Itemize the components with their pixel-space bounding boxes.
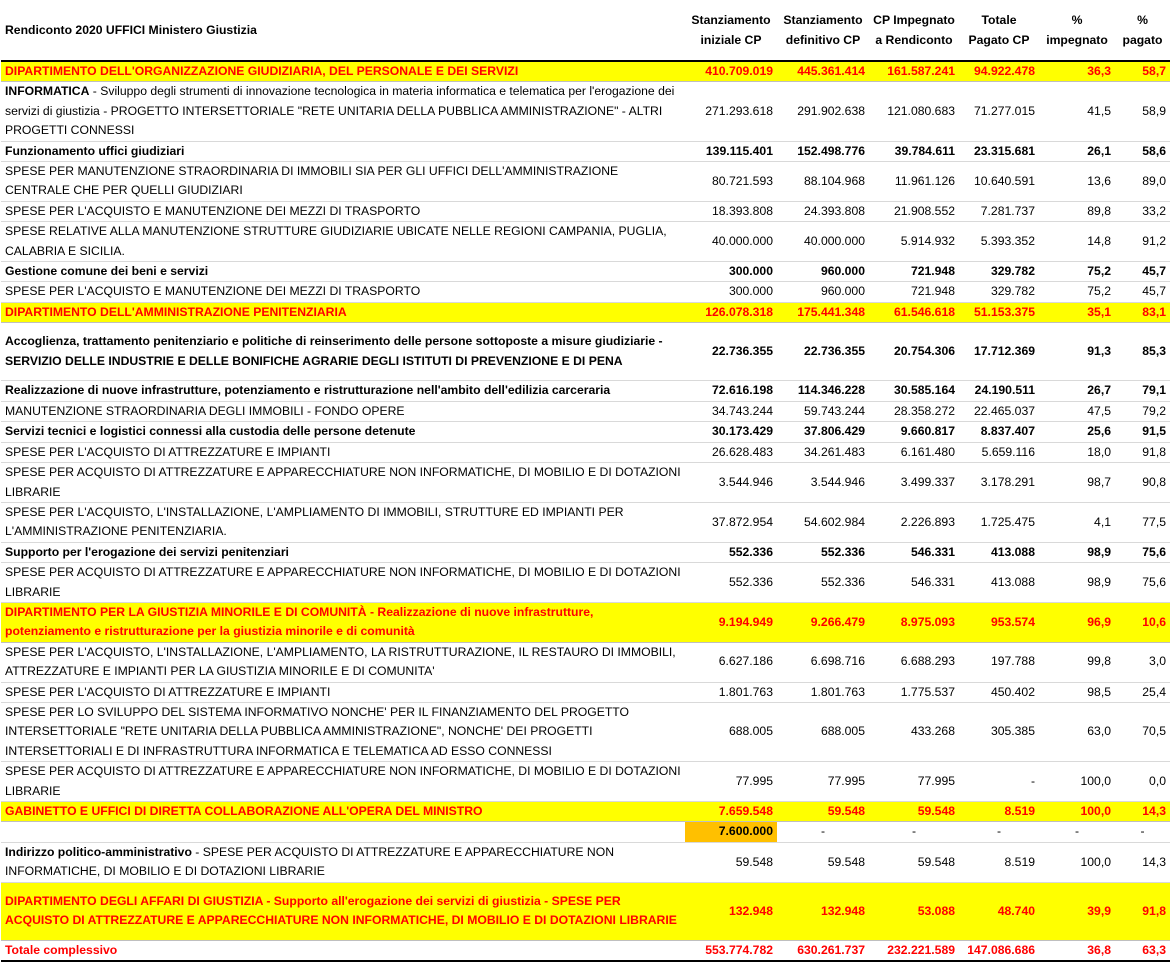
table-row — [1, 762, 1170, 802]
row-description: SPESE PER L'ACQUISTO DI ATTREZZATURE E IMPIANTI — [1, 442, 685, 462]
header-perc-impegnato: % impegnato — [1039, 0, 1115, 61]
stanziamento-definitivo-cell: - — [777, 822, 869, 842]
pagato-cell: 51.153.375 — [959, 302, 1039, 322]
stanziamento-iniziale-cell: 59.548 — [685, 842, 777, 882]
perc-impegnato-cell: 89,8 — [1039, 201, 1115, 221]
perc-pagato-cell: 79,1 — [1115, 381, 1170, 401]
stanziamento-definitivo-cell: 59.548 — [777, 802, 869, 822]
impegnato-cell: 2.226.893 — [869, 502, 959, 542]
pagato-cell: 94.922.478 — [959, 61, 1039, 82]
row-description: SPESE PER ACQUISTO DI ATTREZZATURE E APPARECCHIATURE NON INFORMATICHE, DI MOBILIO E DI DOTAZIONI LIBRARIE — [1, 463, 685, 503]
impegnato-cell: 28.358.272 — [869, 401, 959, 421]
pagato-cell: 953.574 — [959, 602, 1039, 642]
table-row — [1, 702, 1170, 761]
perc-pagato-cell: 0,0 — [1115, 762, 1170, 802]
pagato-cell: 305.385 — [959, 702, 1039, 761]
rendiconto-table — [1, 0, 1170, 962]
impegnato-cell: 1.775.537 — [869, 682, 959, 702]
table-row — [1, 422, 1170, 442]
stanziamento-definitivo-cell: 37.806.429 — [777, 422, 869, 442]
impegnato-cell: 6.688.293 — [869, 642, 959, 682]
table-row — [1, 842, 1170, 882]
row-description: MANUTENZIONE STRAORDINARIA DEGLI IMMOBILI - FONDO OPERE — [1, 401, 685, 421]
table-row — [1, 463, 1170, 503]
stanziamento-iniziale-cell: 22.736.355 — [685, 323, 777, 381]
perc-impegnato-cell: 36,3 — [1039, 61, 1115, 82]
pagato-cell: 329.782 — [959, 282, 1039, 302]
impegnato-cell: 5.914.932 — [869, 222, 959, 262]
stanziamento-iniziale-cell: 3.544.946 — [685, 463, 777, 503]
table-row — [1, 262, 1170, 282]
perc-pagato-cell: 58,7 — [1115, 61, 1170, 82]
impegnato-cell: - — [869, 822, 959, 842]
impegnato-cell: 8.975.093 — [869, 602, 959, 642]
stanziamento-definitivo-cell: 59.743.244 — [777, 401, 869, 421]
pagato-cell: 17.712.369 — [959, 323, 1039, 381]
row-description: SPESE PER LO SVILUPPO DEL SISTEMA INFORMATIVO NONCHE' PER IL FINANZIAMENTO DEL PROGETTO INTERSETTORIALE "RETE UNITARIA DELLA PUBBLICA AMMINISTRAZIONE", NONCHE' DEI PROGETTI INTERSETTORIALI E DI INFRASTRUTTURA INFORMATICA E TELEMATICA AD ESSO CONNESSI — [1, 702, 685, 761]
pagato-cell: 48.740 — [959, 882, 1039, 940]
table-row — [1, 401, 1170, 421]
impegnato-cell: 232.221.589 — [869, 940, 959, 961]
perc-impegnato-cell: 75,2 — [1039, 262, 1115, 282]
perc-pagato-cell: 91,2 — [1115, 222, 1170, 262]
stanziamento-iniziale-cell: 72.616.198 — [685, 381, 777, 401]
row-description: SPESE PER ACQUISTO DI ATTREZZATURE E APPARECCHIATURE NON INFORMATICHE, DI MOBILIO E DI DOTAZIONI LIBRARIE — [1, 563, 685, 603]
impegnato-cell: 721.948 — [869, 262, 959, 282]
perc-pagato-cell: - — [1115, 822, 1170, 842]
perc-pagato-cell: 90,8 — [1115, 463, 1170, 503]
perc-impegnato-cell: 26,7 — [1039, 381, 1115, 401]
stanziamento-definitivo-cell: 132.948 — [777, 882, 869, 940]
perc-impegnato-cell: 98,9 — [1039, 542, 1115, 562]
perc-impegnato-cell: 26,1 — [1039, 141, 1115, 161]
row-description: Totale complessivo — [1, 940, 685, 961]
pagato-cell: 329.782 — [959, 262, 1039, 282]
stanziamento-iniziale-cell: 139.115.401 — [685, 141, 777, 161]
impegnato-cell: 53.088 — [869, 882, 959, 940]
table-row — [1, 162, 1170, 202]
impegnato-cell: 21.908.552 — [869, 201, 959, 221]
perc-impegnato-cell: 98,9 — [1039, 563, 1115, 603]
impegnato-cell: 59.548 — [869, 842, 959, 882]
row-description — [1, 82, 685, 141]
stanziamento-iniziale-cell: 7.659.548 — [685, 802, 777, 822]
perc-pagato-cell: 75,6 — [1115, 542, 1170, 562]
impegnato-cell: 433.268 — [869, 702, 959, 761]
impegnato-cell: 6.161.480 — [869, 442, 959, 462]
pagato-cell: 413.088 — [959, 542, 1039, 562]
perc-impegnato-cell: 63,0 — [1039, 702, 1115, 761]
stanziamento-definitivo-cell: 960.000 — [777, 262, 869, 282]
row-description: SPESE PER L'ACQUISTO, L'INSTALLAZIONE, L'AMPLIAMENTO DI IMMOBILI, STRUTTURE ED IMPIANTI PER L'AMMINISTRAZIONE PENITENZIARIA. — [1, 502, 685, 542]
stanziamento-iniziale-cell: 6.627.186 — [685, 642, 777, 682]
table-title: Rendiconto 2020 UFFICI Ministero Giustizia — [1, 0, 685, 61]
perc-impegnato-cell: 98,5 — [1039, 682, 1115, 702]
stanziamento-iniziale-cell: 7.600.000 — [685, 822, 777, 842]
stanziamento-iniziale-cell: 410.709.019 — [685, 61, 777, 82]
stanziamento-definitivo-cell: 291.902.638 — [777, 82, 869, 141]
stanziamento-iniziale-cell: 132.948 — [685, 882, 777, 940]
total-row — [1, 940, 1170, 961]
stanziamento-definitivo-cell: 445.361.414 — [777, 61, 869, 82]
stanziamento-iniziale-cell: 552.336 — [685, 563, 777, 603]
perc-pagato-cell: 91,8 — [1115, 882, 1170, 940]
pagato-cell: 3.178.291 — [959, 463, 1039, 503]
perc-impegnato-cell: 99,8 — [1039, 642, 1115, 682]
header-stanziamento-definitivo: Stanziamento definitivo CP — [777, 0, 869, 61]
perc-impegnato-cell: 35,1 — [1039, 302, 1115, 322]
perc-pagato-cell: 58,9 — [1115, 82, 1170, 141]
perc-impegnato-cell: 36,8 — [1039, 940, 1115, 961]
stanziamento-definitivo-cell: 77.995 — [777, 762, 869, 802]
stanziamento-definitivo-cell: 88.104.968 — [777, 162, 869, 202]
impegnato-cell: 721.948 — [869, 282, 959, 302]
row-description: SPESE PER L'ACQUISTO E MANUTENZIONE DEI MEZZI DI TRASPORTO — [1, 201, 685, 221]
stanziamento-definitivo-cell: 22.736.355 — [777, 323, 869, 381]
pagato-cell: 413.088 — [959, 563, 1039, 603]
stanziamento-definitivo-cell: 152.498.776 — [777, 141, 869, 161]
impegnato-cell: 11.961.126 — [869, 162, 959, 202]
table-row — [1, 222, 1170, 262]
stanziamento-iniziale-cell: 37.872.954 — [685, 502, 777, 542]
pagato-cell: - — [959, 762, 1039, 802]
perc-impegnato-cell: 91,3 — [1039, 323, 1115, 381]
table-row — [1, 682, 1170, 702]
pagato-cell: 8.519 — [959, 842, 1039, 882]
department-row — [1, 61, 1170, 82]
pagato-cell: 10.640.591 — [959, 162, 1039, 202]
stanziamento-iniziale-cell: 300.000 — [685, 262, 777, 282]
table-row — [1, 642, 1170, 682]
perc-pagato-cell: 63,3 — [1115, 940, 1170, 961]
stanziamento-definitivo-cell: 34.261.483 — [777, 442, 869, 462]
impegnato-cell: 20.754.306 — [869, 323, 959, 381]
perc-pagato-cell: 10,6 — [1115, 602, 1170, 642]
perc-pagato-cell: 77,5 — [1115, 502, 1170, 542]
row-description: Supporto per l'erogazione dei servizi penitenziari — [1, 542, 685, 562]
header-impegnato: CP Impegnato a Rendiconto — [869, 0, 959, 61]
stanziamento-definitivo-cell: 24.393.808 — [777, 201, 869, 221]
header-pagato: Totale Pagato CP — [959, 0, 1039, 61]
perc-pagato-cell: 14,3 — [1115, 842, 1170, 882]
table-row — [1, 141, 1170, 161]
impegnato-cell: 121.080.683 — [869, 82, 959, 141]
table-row — [1, 542, 1170, 562]
stanziamento-definitivo-cell: 960.000 — [777, 282, 869, 302]
stanziamento-definitivo-cell: 54.602.984 — [777, 502, 869, 542]
header-stanziamento-iniziale: Stanziamento iniziale CP — [685, 0, 777, 61]
impegnato-cell: 161.587.241 — [869, 61, 959, 82]
row-description: SPESE RELATIVE ALLA MANUTENZIONE STRUTTURE GIUDIZIARIE UBICATE NELLE REGIONI CAMPANIA, PUGLIA, CALABRIA E SICILIA. — [1, 222, 685, 262]
impegnato-cell: 61.546.618 — [869, 302, 959, 322]
row-description-bold: Indirizzo politico-amministrativo — [5, 844, 192, 859]
perc-pagato-cell: 91,5 — [1115, 422, 1170, 442]
stanziamento-iniziale-cell: 34.743.244 — [685, 401, 777, 421]
stanziamento-iniziale-cell: 77.995 — [685, 762, 777, 802]
pagato-cell: 8.837.407 — [959, 422, 1039, 442]
header-perc-pagato: % pagato — [1115, 0, 1170, 61]
perc-impegnato-cell: 25,6 — [1039, 422, 1115, 442]
row-description: Accoglienza, trattamento penitenziario e politiche di reinserimento delle persone sottoposte a misure giudiziarie - SERVIZIO DELLE INDUSTRIE E DELLE BONIFICHE AGRARIE DEGLI ISTITUTI DI PREVENZIONE E DI PENA — [1, 323, 685, 381]
stanziamento-iniziale-cell: 30.173.429 — [685, 422, 777, 442]
pagato-cell: 5.659.116 — [959, 442, 1039, 462]
perc-pagato-cell: 70,5 — [1115, 702, 1170, 761]
pagato-cell: 147.086.686 — [959, 940, 1039, 961]
pagato-cell: 7.281.737 — [959, 201, 1039, 221]
perc-impegnato-cell: 98,7 — [1039, 463, 1115, 503]
stanziamento-iniziale-cell: 552.336 — [685, 542, 777, 562]
stanziamento-iniziale-cell: 1.801.763 — [685, 682, 777, 702]
perc-impegnato-cell: 13,6 — [1039, 162, 1115, 202]
stanziamento-definitivo-cell: 552.336 — [777, 563, 869, 603]
department-row — [1, 602, 1170, 642]
row-description: DIPARTIMENTO DELL'AMMINISTRAZIONE PENITENZIARIA — [1, 302, 685, 322]
perc-pagato-cell: 25,4 — [1115, 682, 1170, 702]
row-description-bold: INFORMATICA — [5, 84, 90, 99]
stanziamento-definitivo-cell: 630.261.737 — [777, 940, 869, 961]
stanziamento-definitivo-cell: 552.336 — [777, 542, 869, 562]
perc-impegnato-cell: 41,5 — [1039, 82, 1115, 141]
table-row — [1, 442, 1170, 462]
table-row — [1, 502, 1170, 542]
table-row — [1, 381, 1170, 401]
perc-impegnato-cell: 47,5 — [1039, 401, 1115, 421]
row-description: SPESE PER L'ACQUISTO E MANUTENZIONE DEI MEZZI DI TRASPORTO — [1, 282, 685, 302]
row-description: DIPARTIMENTO PER LA GIUSTIZIA MINORILE E DI COMUNITÀ - Realizzazione di nuove infrastrutture, potenziamento e ristrutturazione per la giustizia minorile e di comunità — [1, 602, 685, 642]
perc-impegnato-cell: 100,0 — [1039, 802, 1115, 822]
table-row — [1, 323, 1170, 381]
row-description-text: - Sviluppo degli strumenti di innovazione tecnologica in materia informatica e telematica per l'erogazione dei servizi di giustizia - PROGETTO INTERSETTORIALE "RETE UNITARIA DELLA PUBBLICA AMMINISTRAZIONE" - ALTRI PROGETTI CONNESSI — [5, 84, 675, 138]
impegnato-cell: 77.995 — [869, 762, 959, 802]
impegnato-cell: 9.660.817 — [869, 422, 959, 442]
department-row — [1, 302, 1170, 322]
perc-impegnato-cell: 4,1 — [1039, 502, 1115, 542]
stanziamento-definitivo-cell: 59.548 — [777, 842, 869, 882]
perc-pagato-cell: 79,2 — [1115, 401, 1170, 421]
pagato-cell: 23.315.681 — [959, 141, 1039, 161]
row-description: Gestione comune dei beni e servizi — [1, 262, 685, 282]
perc-pagato-cell: 45,7 — [1115, 262, 1170, 282]
row-description: GABINETTO E UFFICI DI DIRETTA COLLABORAZIONE ALL'OPERA DEL MINISTRO — [1, 802, 685, 822]
stanziamento-iniziale-cell: 688.005 — [685, 702, 777, 761]
stanziamento-iniziale-cell: 26.628.483 — [685, 442, 777, 462]
perc-impegnato-cell: 100,0 — [1039, 762, 1115, 802]
row-description: SPESE PER L'ACQUISTO, L'INSTALLAZIONE, L'AMPLIAMENTO, LA RISTRUTTURAZIONE, IL RESTAURO DI IMMOBILI, ATTREZZATURE E IMPIANTI PER LA GIUSTIZIA MINORILE E DI COMUNITA' — [1, 642, 685, 682]
perc-pagato-cell: 14,3 — [1115, 802, 1170, 822]
pagato-cell: - — [959, 822, 1039, 842]
perc-pagato-cell: 91,8 — [1115, 442, 1170, 462]
stanziamento-iniziale-cell: 553.774.782 — [685, 940, 777, 961]
impegnato-cell: 3.499.337 — [869, 463, 959, 503]
perc-impegnato-cell: 39,9 — [1039, 882, 1115, 940]
pagato-cell: 22.465.037 — [959, 401, 1039, 421]
perc-impegnato-cell: 14,8 — [1039, 222, 1115, 262]
perc-impegnato-cell: 18,0 — [1039, 442, 1115, 462]
pagato-cell: 1.725.475 — [959, 502, 1039, 542]
stanziamento-iniziale-cell: 271.293.618 — [685, 82, 777, 141]
perc-pagato-cell: 89,0 — [1115, 162, 1170, 202]
row-description: DIPARTIMENTO DEGLI AFFARI DI GIUSTIZIA - Supporto all'erogazione dei servizi di giustizia - SPESE PER ACQUISTO DI ATTREZZATURE E APPARECCHIATURE NON INFORMATICHE, DI MOBILIO E DI DOTAZIONI LIBRARIE — [1, 882, 685, 940]
perc-pagato-cell: 83,1 — [1115, 302, 1170, 322]
row-description: Funzionamento uffici giudiziari — [1, 141, 685, 161]
table-row — [1, 563, 1170, 603]
row-description-empty — [1, 822, 685, 842]
perc-pagato-cell: 3,0 — [1115, 642, 1170, 682]
row-description: Realizzazione di nuove infrastrutture, potenziamento e ristrutturazione nell'ambito dell'edilizia carceraria — [1, 381, 685, 401]
impegnato-cell: 59.548 — [869, 802, 959, 822]
stanziamento-definitivo-cell: 9.266.479 — [777, 602, 869, 642]
row-description-text: - SPESE PER ACQUISTO DI ATTREZZATURE E APPARECCHIATURE NON INFORMATICHE, DI MOBILIO E DI DOTAZIONI LIBRARIE — [5, 844, 615, 879]
pagato-cell: 24.190.511 — [959, 381, 1039, 401]
stanziamento-definitivo-cell: 6.698.716 — [777, 642, 869, 682]
perc-impegnato-cell: 96,9 — [1039, 602, 1115, 642]
perc-pagato-cell: 58,6 — [1115, 141, 1170, 161]
stanziamento-iniziale-cell: 126.078.318 — [685, 302, 777, 322]
perc-impegnato-cell: 75,2 — [1039, 282, 1115, 302]
table-row — [1, 201, 1170, 221]
department-row — [1, 882, 1170, 940]
row-description: SPESE PER MANUTENZIONE STRAORDINARIA DI IMMOBILI SIA PER GLI UFFICI DELL'AMMINISTRAZIONE CENTRALE CHE PER QUELLI GIUDIZIARI — [1, 162, 685, 202]
row-description: SPESE PER L'ACQUISTO DI ATTREZZATURE E IMPIANTI — [1, 682, 685, 702]
pagato-cell: 8.519 — [959, 802, 1039, 822]
pagato-cell: 197.788 — [959, 642, 1039, 682]
row-description: DIPARTIMENTO DELL'ORGANIZZAZIONE GIUDIZIARIA, DEL PERSONALE E DEI SERVIZI — [1, 61, 685, 82]
table-body — [1, 61, 1170, 961]
table-row — [1, 82, 1170, 141]
stanziamento-definitivo-cell: 3.544.946 — [777, 463, 869, 503]
stanziamento-definitivo-cell: 114.346.228 — [777, 381, 869, 401]
perc-pagato-cell: 45,7 — [1115, 282, 1170, 302]
table-row — [1, 282, 1170, 302]
department-row — [1, 802, 1170, 822]
perc-pagato-cell: 75,6 — [1115, 563, 1170, 603]
stanziamento-iniziale-cell: 300.000 — [685, 282, 777, 302]
perc-pagato-cell: 33,2 — [1115, 201, 1170, 221]
stanziamento-iniziale-cell: 40.000.000 — [685, 222, 777, 262]
stanziamento-definitivo-cell: 688.005 — [777, 702, 869, 761]
header-row — [1, 0, 1170, 61]
stanziamento-iniziale-cell: 9.194.949 — [685, 602, 777, 642]
pagato-cell: 450.402 — [959, 682, 1039, 702]
impegnato-cell: 546.331 — [869, 563, 959, 603]
stanziamento-definitivo-cell: 40.000.000 — [777, 222, 869, 262]
stanziamento-iniziale-cell: 18.393.808 — [685, 201, 777, 221]
impegnato-cell: 39.784.611 — [869, 141, 959, 161]
stanziamento-definitivo-cell: 175.441.348 — [777, 302, 869, 322]
row-description — [1, 842, 685, 882]
impegnato-cell: 546.331 — [869, 542, 959, 562]
table-row — [1, 822, 1170, 842]
pagato-cell: 5.393.352 — [959, 222, 1039, 262]
impegnato-cell: 30.585.164 — [869, 381, 959, 401]
row-description: Servizi tecnici e logistici connessi alla custodia delle persone detenute — [1, 422, 685, 442]
row-description: SPESE PER ACQUISTO DI ATTREZZATURE E APPARECCHIATURE NON INFORMATICHE, DI MOBILIO E DI DOTAZIONI LIBRARIE — [1, 762, 685, 802]
perc-pagato-cell: 85,3 — [1115, 323, 1170, 381]
perc-impegnato-cell: 100,0 — [1039, 842, 1115, 882]
perc-impegnato-cell: - — [1039, 822, 1115, 842]
stanziamento-iniziale-cell: 80.721.593 — [685, 162, 777, 202]
pagato-cell: 71.277.015 — [959, 82, 1039, 141]
stanziamento-definitivo-cell: 1.801.763 — [777, 682, 869, 702]
